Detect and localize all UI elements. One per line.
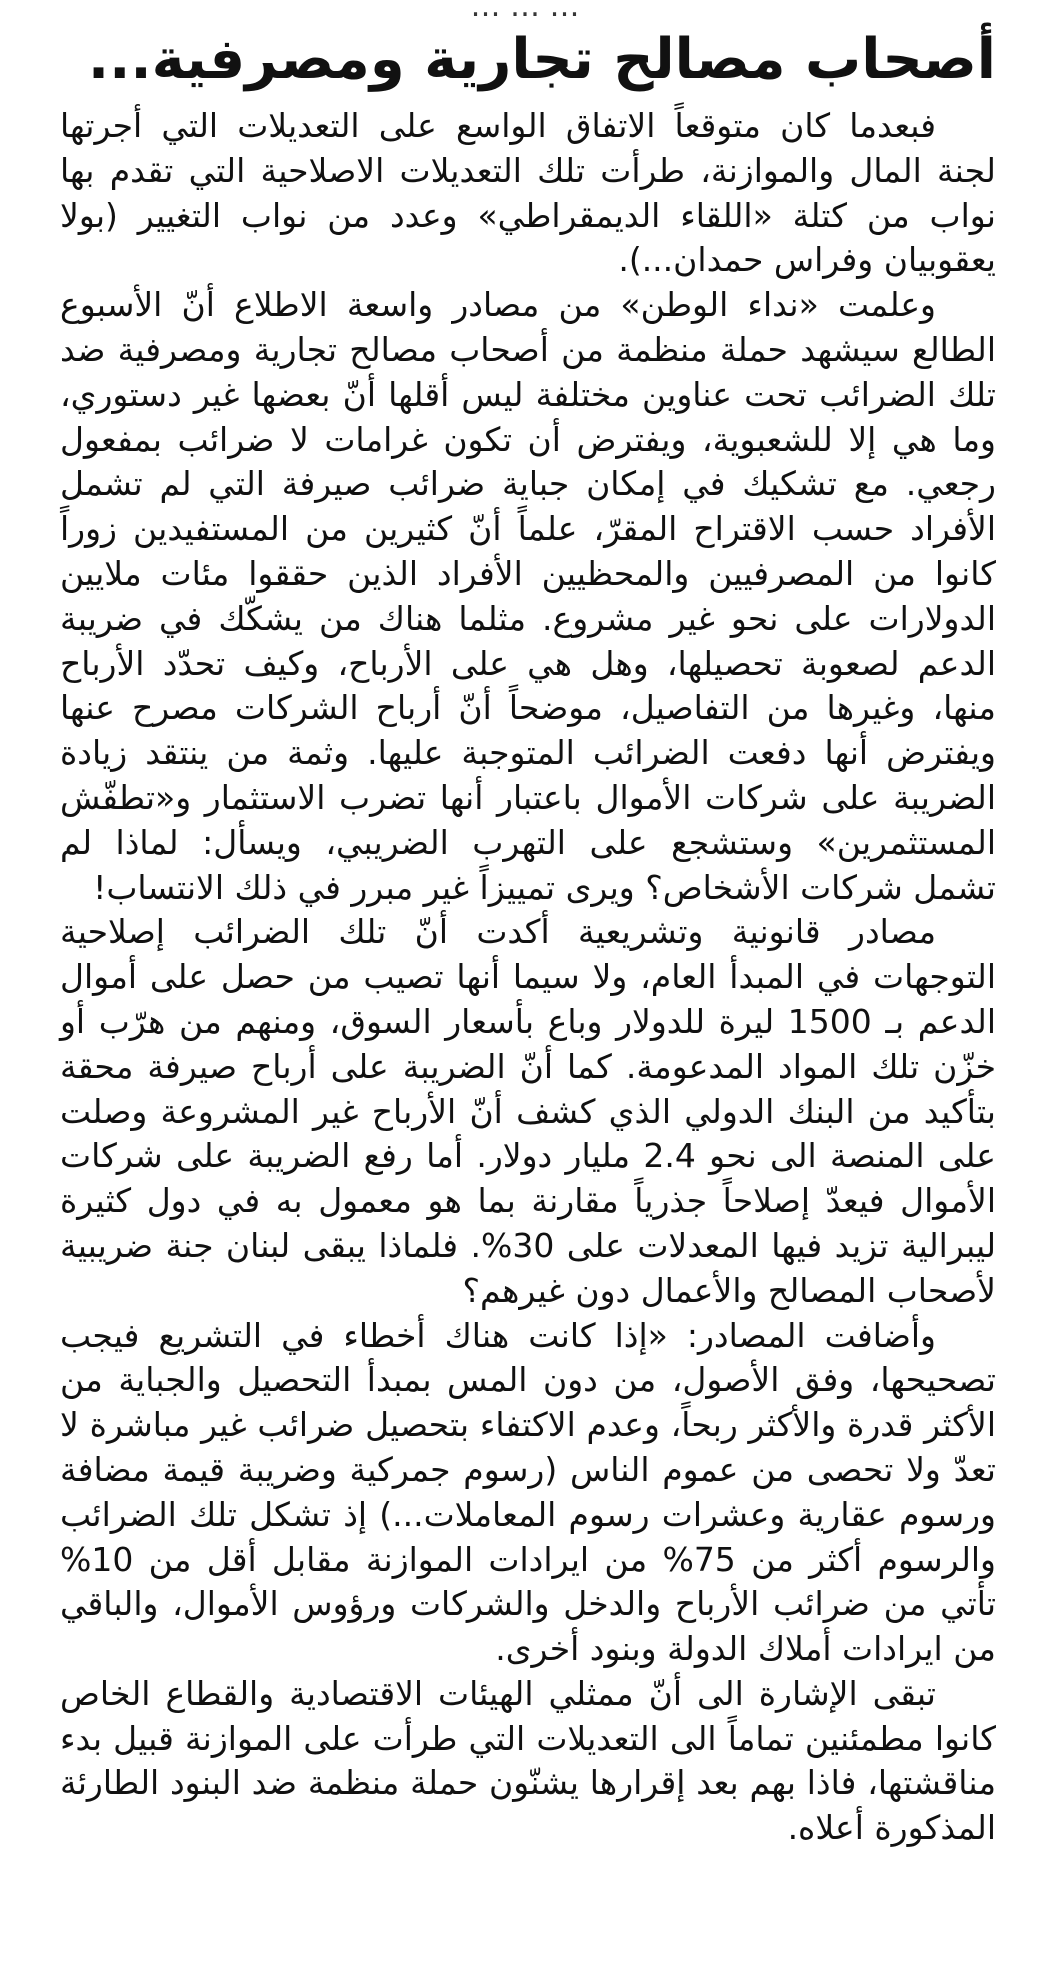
article-paragraph: مصادر قانونية وتشريعية أكدت أنّ تلك الضرائب إصلاحية التوجهات في المبدأ العام، ولا سيما أنها تصيب من حصل على أموال الدعم بـ 1500 ليرة للدولار وباع بأسعار السوق، ومنهم من هرّب أو خزّن تلك المواد المدعومة. كما أنّ الضريبة على أرباح صيرفة محقة بتأكيد من البنك الدولي الذي كشف أنّ الأرباح غير المشروعة وصلت على المنصة الى نحو 2.4 مليار دولار. أما رفع الضريبة على شركات الأموال فيعدّ إصلاحاً جذرياً مقارنة بما هو معمول به في دول كثيرة ليبرالية تزيد فيها المعدلات على 30%. فلماذا يبقى لبنان جنة ضريبية لأصحاب المصالح والأعمال دون غيرهم؟ <box>60 912 996 1310</box>
article-paragraph: تبقى الإشارة الى أنّ ممثلي الهيئات الاقتصادية والقطاع الخاص كانوا مطمئنين تماماً الى التعديلات التي طرأت على الموازنة قبيل بدء مناقشتها، فاذا بهم بعد إقرارها يشنّون حملة منظمة ضد البنود الطارئة المذكورة أعلاه. <box>60 1673 996 1848</box>
article-body <box>60 104 996 1851</box>
article-paragraph: وعلمت «نداء الوطن» من مصادر واسعة الاطلاع أنّ الأسبوع الطالع سيشهد حملة منظمة من أصحاب مصالح تجارية ومصرفية ضد تلك الضرائب تحت عناوين مختلفة ليس أقلها أنّ بعضها غير دستوري، وما هي إلا للشعبوية، ويفترض أن تكون غرامات لا ضرائب بمفعول رجعي. مع تشكيك في إمكان جباية ضرائب صيرفة التي لم تشمل الأفراد حسب الاقتراح المقرّ، علماً أنّ كثيرين من المستفيدين زوراً كانوا من المصرفيين والمحظيين الأفراد الذين حققوا مئات ملايين الدولارات على نحو غير مشروع. مثلما هناك من يشكّك في ضريبة الدعم لصعوبة تحصيلها، وهل هي على الأرباح، وكيف تحدّد الأرباح منها، وغيرها من التفاصيل، موضحاً أنّ أرباح الشركات مصرح عنها ويفترض أنها دفعت الضرائب المتوجبة عليها. وثمة من ينتقد زيادة الضريبة على شركات الأموال باعتبار أنها تضرب الاستثمار و«تطفّش المستثمرين» وستشجع على التهرب الضريبي، ويسأل: لماذا لم تشمل شركات الأشخاص؟ ويرى تمييزاً غير مبرر في ذلك الانتساب! <box>60 285 996 907</box>
article-headline: أصحاب مصالح تجارية ومصرفية... <box>87 27 996 92</box>
article-paragraph: فبعدما كان متوقعاً الاتفاق الواسع على التعديلات التي أجرتها لجنة المال والموازنة، طرأت تلك التعديلات الاصلاحية التي تقدم بها نواب من كتلة «اللقاء الديمقراطي» وعدد من نواب التغيير (بولا يعقوبيان وفراس حمدان...). <box>60 106 996 280</box>
cut-off-previous-line: … … … <box>470 0 580 24</box>
article-paragraph: وأضافت المصادر: «إذا كانت هناك أخطاء في التشريع فيجب تصحيحها، وفق الأصول، من دون المس بمبدأ التحصيل والجباية من الأكثر قدرة والأكثر ربحاً، وعدم الاكتفاء بتحصيل ضرائب غير مباشرة لا تعدّ ولا تحصى من عموم الناس (رسوم جمركية وضريبة قيمة مضافة ورسوم عقارية وعشرات رسوم المعاملات...) إذ تشكل تلك الضرائب والرسوم أكثر من 75% من ايرادات الموازنة مقابل أقل من 10% تأتي من ضرائب الأرباح والدخل والشركات ورؤوس الأموال، والباقي من ايرادات أملاك الدولة وبنود أخرى. <box>60 1315 996 1669</box>
